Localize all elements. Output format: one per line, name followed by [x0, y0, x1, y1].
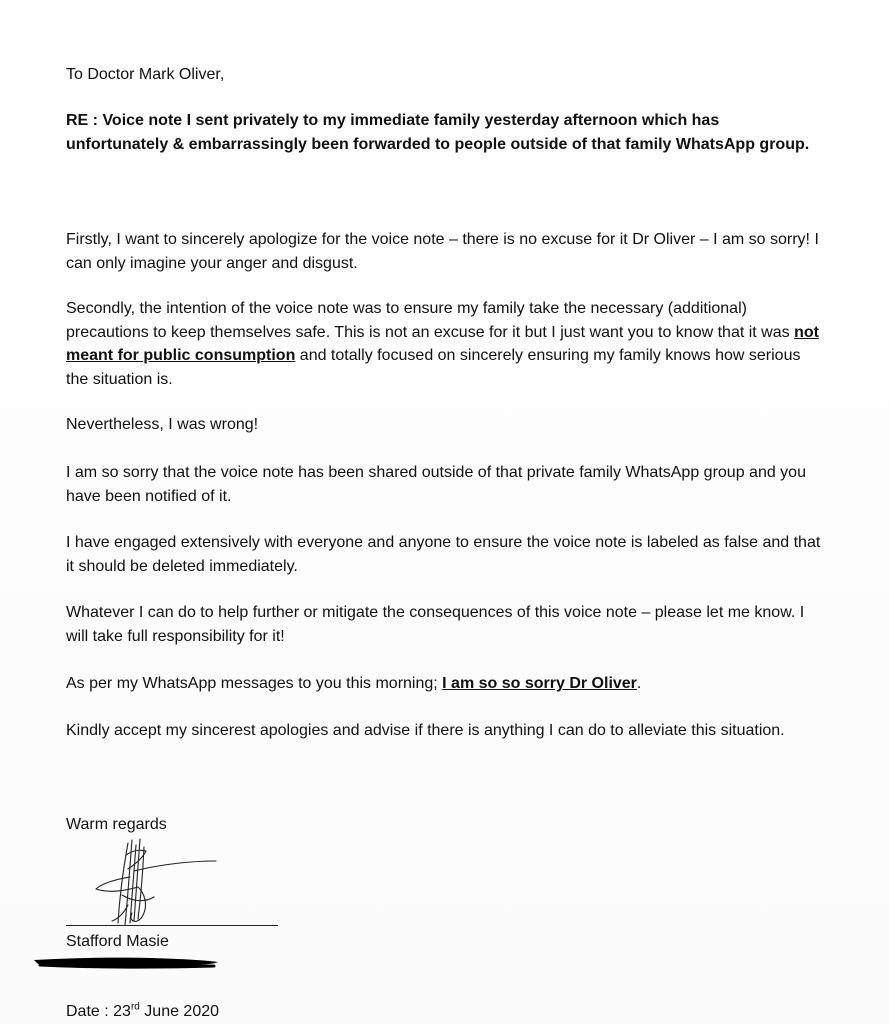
paragraph-intention [66, 297, 821, 391]
salutation: To Doctor Mark Oliver, [66, 66, 225, 83]
date-rest: June 2020 [139, 1003, 220, 1020]
date-prefix: Date : 23 [66, 1003, 131, 1020]
paragraph-responsibility: Whatever I can do to help further or mitigate the consequences of this voice note – please let me know. I will take full responsibility for it! [66, 604, 805, 645]
paragraph-closing-request: Kindly accept my sincerest apologies and advise if there is anything I can do to alleviate this situation. [66, 722, 785, 739]
paragraph-engaged: I have engaged extensively with everyone and anyone to ensure the voice note is labeled as false and that it should be deleted immediately. [66, 534, 821, 575]
letter-date [66, 1000, 219, 1024]
closing-phrase: Warm regards [66, 816, 167, 833]
signatory-name: Stafford Masie [66, 933, 169, 950]
paragraph-shared: I am so sorry that the voice note has been shared outside of that private family WhatsApp group and you have been notified of it. [66, 464, 806, 505]
paragraph-intention-emphasis: not meant for public consumption [66, 323, 819, 364]
paragraph-intention-text-2: and totally focused on sincerely ensuring my family knows how serious the situation is. [66, 347, 801, 388]
signature-line [66, 925, 278, 926]
paragraph-whatsapp-text-1: As per my WhatsApp messages to you this morning; [66, 675, 443, 692]
paragraph-whatsapp [66, 672, 821, 696]
paragraph-apology: Firstly, I want to sincerely apologize for the voice note – there is no excuse for it Dr Oliver – I am so sorry! I can only imagine your anger and disgust. [66, 231, 819, 272]
date-ordinal: rd [130, 1001, 140, 1013]
paragraph-whatsapp-emphasis: I am so so sorry Dr Oliver [442, 675, 637, 692]
paragraph-whatsapp-text-2: . [636, 675, 642, 692]
subject-line: RE : Voice note I sent privately to my immediate family yesterday afternoon which has unfortunately & embarrassingly been forwarded to people outside of that family WhatsApp group. [66, 112, 810, 153]
paragraph-nevertheless: Nevertheless, I was wrong! [66, 416, 259, 433]
signature-image [88, 835, 238, 930]
paragraph-intention-text-1: Secondly, the intention of the voice note was to ensure my family take the necessary (additional) precautions to keep themselves safe. This is not an excuse for it but I just want you to know that it was [66, 300, 795, 341]
redaction-mark [32, 952, 222, 974]
